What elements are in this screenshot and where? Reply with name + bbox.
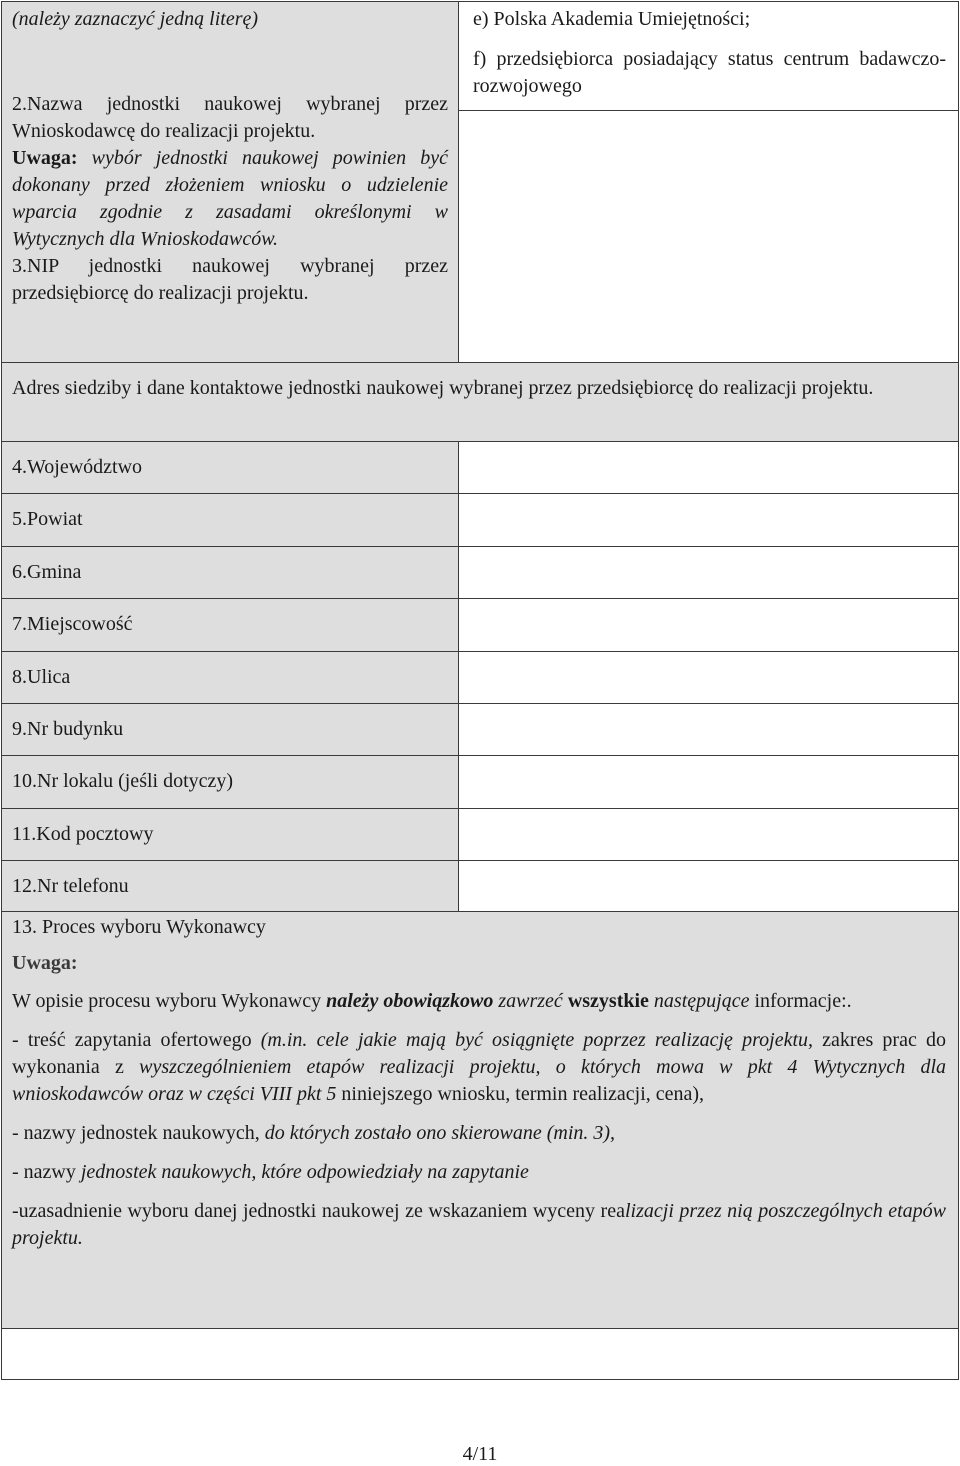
scientific-unit-input[interactable]	[458, 110, 959, 363]
address-fields	[1, 441, 959, 912]
address-label-7: 7.Miejscowość	[1, 598, 459, 652]
address-input-10[interactable]	[458, 755, 959, 809]
address-label-10: 10.Nr lokalu (jeśli dotyczy)	[1, 755, 459, 809]
selection-hint: (należy zaznaczyć jedną literę)	[12, 8, 259, 30]
bullet-offer-content: - treść zapytania ofertowego (m.in. cele jakie mają być osiągnięte poprzez realizację projektu, zakres prac do wykonania z wyszczególnieniem etapów realizacji projektu, o których mowa w pkt 4 Wytycznych dla wnioskodawców oraz w części VIII pkt 5 niniejszego wniosku, termin realizacji, cena),	[12, 1029, 946, 1105]
address-input-12[interactable]	[458, 860, 959, 914]
address-input-6[interactable]	[458, 546, 959, 599]
field-2-label: 2.Nazwa jednostki naukowej wybranej przez Wnioskodawcę do realizacji projektu.	[12, 93, 448, 142]
bullet-units-sent: - nazwy jednostek naukowych, do których zostało ono skierowane (min. 3),	[12, 1122, 616, 1144]
section-13	[1, 911, 959, 1329]
bullet-units-replied: - nazwy jednostek naukowych, które odpowiedziały na zapytanie	[12, 1161, 529, 1183]
note-text: wybór jednostki naukowej powinien być dokonany przed złożeniem wniosku o udzielenie wparcia zgodnie z zasadami określonymi w Wytycznych dla Wnioskodawców.	[12, 147, 448, 250]
section-13-intro: W opisie procesu wyboru Wykonawcy należy obowiązkowo zawrzeć wszystkie następujące informacje:.	[12, 990, 852, 1012]
section-13-note-label: Uwaga:	[12, 952, 78, 974]
address-label-12: 12.Nr telefonu	[1, 860, 459, 914]
options-cell	[458, 1, 959, 111]
address-label-9: 9.Nr budynku	[1, 703, 459, 756]
address-label-11: 11.Kod pocztowy	[1, 808, 459, 861]
note-label: Uwaga:	[12, 147, 78, 169]
address-input-7[interactable]	[458, 598, 959, 652]
address-input-11[interactable]	[458, 808, 959, 861]
page-number: 4/11	[462, 1443, 498, 1465]
address-header-text: Adres siedziby i dane kontaktowe jednostki naukowej wybranej przez przedsiębiorcę do realizacji projektu.	[12, 377, 874, 399]
section-13-title: 13. Proces wyboru Wykonawcy	[12, 916, 266, 938]
address-input-9[interactable]	[458, 703, 959, 756]
option-e: e) Polska Akademia Umiejętności;	[473, 8, 751, 30]
address-label-4: 4.Województwo	[1, 441, 459, 494]
scientific-unit-note	[12, 145, 448, 253]
bullet-justification: -uzasadnienie wyboru danej jednostki naukowej ze wskazaniem wyceny realizacji przez nią poszczególnych etapów projektu.	[12, 1200, 947, 1249]
address-header	[1, 362, 959, 442]
address-input-8[interactable]	[458, 651, 959, 704]
option-f: f) przedsiębiorca posiadający status centrum badawczo-rozwojowego	[473, 48, 946, 97]
address-label-5: 5.Powiat	[1, 493, 459, 547]
address-label-8: 8.Ulica	[1, 651, 459, 704]
address-input-5[interactable]	[458, 493, 959, 547]
section-13-answer-input[interactable]	[1, 1328, 959, 1380]
address-label-6: 6.Gmina	[1, 546, 459, 599]
field-3-label: 3.NIP jednostki naukowej wybranej przez przedsiębiorcę do realizacji projektu.	[12, 255, 448, 304]
address-input-4[interactable]	[458, 441, 959, 494]
top-left-cell	[1, 1, 459, 363]
